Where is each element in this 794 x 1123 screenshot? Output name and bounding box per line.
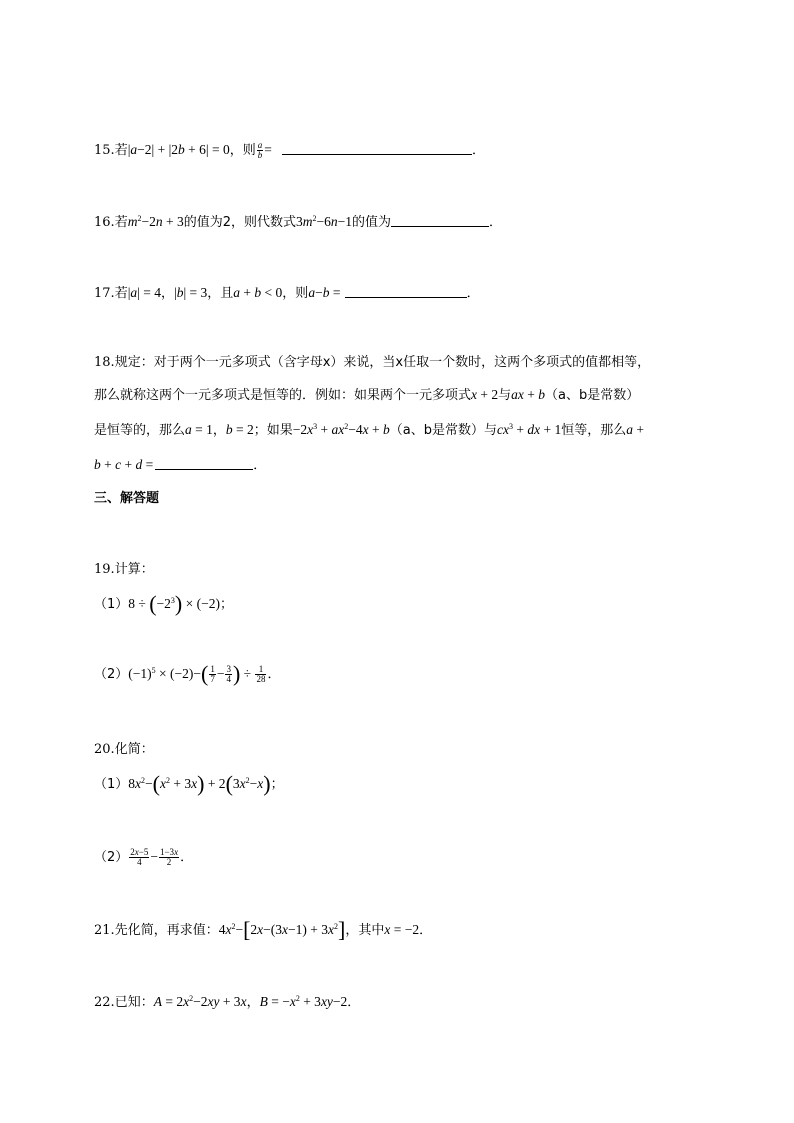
q19-part-1 <box>94 591 233 616</box>
q18-expr-7: a + <box>626 422 645 437</box>
question-16: 16.若$m^2-2n + 3$的值为2，则代数式$3m^2-6n-1$的值为 ． <box>94 214 503 230</box>
question-18-line-1 <box>94 353 650 373</box>
q18-answer-blank[interactable] <box>155 456 253 470</box>
q15-then: ，则 <box>229 143 256 158</box>
q18-text-2a: 那么就称这两个一元多项式是恒等的．例如：如果两个一元多项式 <box>94 388 472 403</box>
q15-number: 15. <box>94 143 115 158</box>
q20-part-1 <box>94 771 284 796</box>
q18-text-2c: （a、b是常数） <box>545 388 640 403</box>
question-20 <box>94 740 154 760</box>
q19-part-2-label: （2） <box>94 667 129 682</box>
question-21 <box>94 917 433 942</box>
q20-part-2 <box>94 847 193 868</box>
q21-number: 21. <box>94 923 115 938</box>
q18-expr-1: x + 2 <box>471 387 499 402</box>
q17-sep: ， <box>160 286 174 301</box>
q20-part-2-expression: $\frac{2x-5}{4}$ − $\frac{1-3x}{2}$ <box>130 847 179 868</box>
q19-part-2-end: ． <box>267 667 281 682</box>
question-17: 17.若|a| = 4，|b| = 3，且a + b < 0，则a−b = ． <box>94 285 480 301</box>
q18-text-3c: ；如果 <box>253 423 293 438</box>
q15-expression: |a−2| + |2b + 6| = 0 <box>127 142 230 157</box>
q19-part-1-expression: $8 \div (-2^3) \times (-2)$ <box>128 591 220 616</box>
q20-title: 化简： <box>114 742 154 757</box>
q18-text-3b: ， <box>212 423 226 438</box>
question-18-line-3 <box>94 420 644 441</box>
question-22 <box>94 992 360 1013</box>
q18-expr-4: b = 2 <box>225 422 254 437</box>
q17-prefix: 若 <box>114 286 128 301</box>
q22-sep: ， <box>246 995 260 1010</box>
q18-text-2b: 与 <box>498 388 512 403</box>
q15-prefix: 若 <box>114 143 128 158</box>
q19-part-2-expression: $(-1)^5 \times (-2)-$( $\frac{1}{7}$ − $\frac{3}{4}$ ) ÷ $\frac{1}{28}$ <box>128 661 266 686</box>
q19-title: 计算： <box>114 562 154 577</box>
q21-expression: $4x^2-[2x-(3x-1) + 3x^2]$ <box>218 917 346 942</box>
q22-expression-a: $A = 2x^2-2xy + 3x$ <box>153 994 247 1009</box>
q19-part-1-end: ； <box>219 597 233 612</box>
q18-expr-8: b + c + d = <box>94 457 154 472</box>
section-3-title: 三、解答题 <box>94 491 160 506</box>
q20-part-2-label: （2） <box>94 850 129 865</box>
q20-part-1-expression: $8x^2-(x^2 + 3x) + 2(3x^2-x)$ <box>128 771 271 796</box>
q22-number: 22. <box>94 995 115 1010</box>
q20-part-1-end: ； <box>270 777 284 792</box>
q17-expression-3: a + b < 0 <box>233 285 283 300</box>
q21-value: x = −2 <box>384 922 420 937</box>
q21-end: ． <box>419 923 433 938</box>
q18-text-3e: 恒等，那么 <box>561 423 627 438</box>
q19-part-1-label: （1） <box>94 597 129 612</box>
q15-answer-blank[interactable] <box>282 141 472 155</box>
question-18-line-2 <box>94 385 639 406</box>
q18-expr-5: $-2x^3 + ax^2-4x + b$ <box>292 422 390 437</box>
q17-and: ，且 <box>207 286 234 301</box>
q17-answer-blank[interactable] <box>345 284 467 298</box>
q18-expr-2: ax + b <box>511 387 546 402</box>
q16-prefix: 若 <box>114 215 128 230</box>
q19-number: 19. <box>94 562 115 577</box>
q22-text: 已知： <box>114 995 154 1010</box>
q18-number: 18. <box>94 355 115 370</box>
question-19 <box>94 560 154 580</box>
q17-expression-4: a−b = <box>308 285 341 300</box>
q17-then: ，则 <box>282 286 309 301</box>
q16-expression-2: $3m^2-6n-1$ <box>295 214 352 229</box>
q21-where: ，其中 <box>345 923 385 938</box>
q20-part-1-label: （1） <box>94 777 129 792</box>
q16-middle-text: 的值为2，则代数式 <box>183 215 296 230</box>
q16-number: 16. <box>94 215 115 230</box>
q17-expression-2: |b| = 3 <box>174 285 208 300</box>
q18-expr-6: $cx^3$ + dx + 1 <box>497 422 562 437</box>
q15-fraction: $\frac{a}{b}$ <box>257 140 263 160</box>
q16-expression-1: $m^2-2n + 3$ <box>127 214 184 229</box>
q15-equals: = <box>264 142 272 157</box>
question-15: 15.若|a−2| + |2b + 6| = 0，则 $\frac{a}{b}$ = ． <box>94 140 486 160</box>
q18-expr-3: a = 1 <box>185 422 213 437</box>
q20-part-2-end: ． <box>180 850 194 865</box>
q19-part-2 <box>94 661 281 686</box>
q16-suffix: 的值为 <box>351 215 391 230</box>
question-18-line-4: b + c + d = ． <box>94 457 267 473</box>
q21-text: 先化简，再求值： <box>114 923 219 938</box>
q17-number: 17. <box>94 286 115 301</box>
q17-expression-1: |a| = 4 <box>127 285 161 300</box>
q18-text-1: 规定：对于两个一元多项式（含字母x）来说，当x任取一个数时，这两个多项式的值都相等， <box>114 355 651 370</box>
q16-answer-blank[interactable] <box>391 213 489 227</box>
q20-number: 20. <box>94 742 115 757</box>
q22-end: ． <box>347 995 361 1010</box>
q22-expression-b: $B = -x^2 + 3xy-2$ <box>259 994 348 1009</box>
q18-text-3a: 是恒等的，那么 <box>94 423 186 438</box>
q18-text-3d: （a、b是常数）与 <box>389 423 498 438</box>
